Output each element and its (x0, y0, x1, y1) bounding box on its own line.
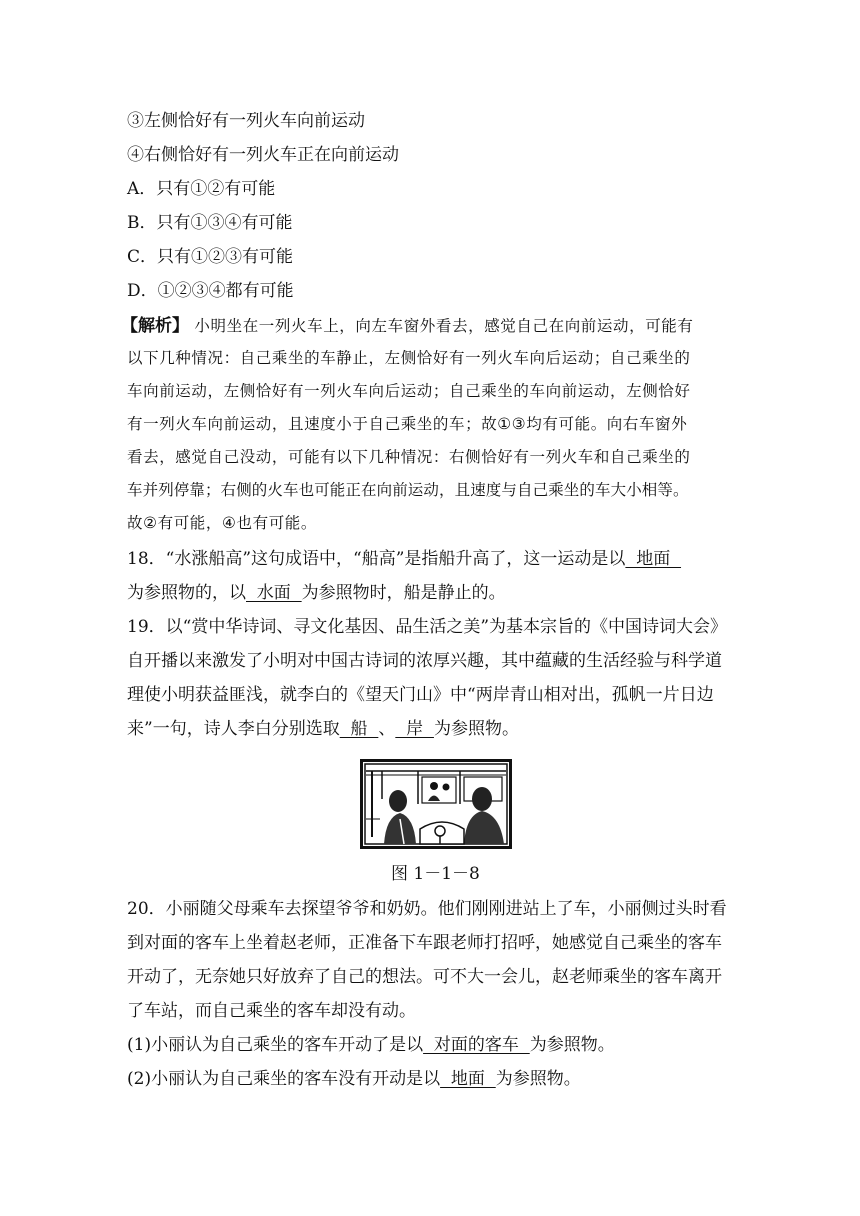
answer-blank: 船 (339, 719, 379, 739)
question-19-line-1: 19．以“赏中华诗词、寻文化基因、品生活之美”为基本宗旨的《中国诗词大会》 (127, 617, 728, 637)
question-19-line-4 (127, 718, 519, 740)
bus-window-illustration (360, 759, 512, 849)
question-20-sub-2 (127, 1068, 581, 1090)
answer-blank: 水面 (246, 583, 302, 603)
analysis-line-1 (121, 315, 694, 337)
question-18-line-2 (127, 582, 506, 604)
question-20-line-4: 了车站，而自己乘坐的客车却没有动。 (127, 1001, 416, 1021)
analysis-line-6: 车并列停靠；右侧的火车也可能正在向前运动，且速度与自己乘坐的车大小相等。 (127, 481, 689, 499)
choice-b: B．只有①③④有可能 (127, 213, 293, 233)
analysis-line-5: 看去，感觉自己没动，可能有以下几种情况：右侧恰好有一列火车和自己乘坐的 (127, 448, 691, 466)
question-19-line-3: 理使小明获益匪浅，就李白的《望天门山》中“两岸青山相对出，孤帆一片日边 (127, 685, 714, 705)
answer-blank: 地面 (440, 1069, 496, 1089)
question-20-text: 为参照物。 (529, 1035, 615, 1055)
question-20-text: (1)小丽认为自己乘坐的客车开动了是以 (127, 1035, 424, 1055)
analysis-tag: 【解析】 (121, 316, 189, 336)
question-18-text: 18．“水涨船高”这句成语中，“船高”是指船升高了，这一运动是以 (127, 549, 626, 569)
choice-c: C．只有①②③有可能 (127, 247, 294, 267)
question-19-text: 来”一句，诗人李白分别选取 (127, 719, 340, 739)
question-20-line-1: 20．小丽随父母乘车去探望爷爷和奶奶。他们刚刚进站上了车，小丽侧过头时看 (127, 899, 727, 919)
question-18-text: 为参照物时，船是静止的。 (301, 583, 506, 603)
question-18-line-1 (127, 548, 681, 570)
answer-blank: 地面 (625, 549, 682, 569)
question-19-line-2: 自开播以来激发了小明对中国古诗词的浓厚兴趣，其中蕴藏的生活经验与科学道 (127, 651, 722, 671)
option-item-4: ④右侧恰好有一列火车正在向前运动 (127, 145, 399, 165)
question-19-text: 为参照物。 (433, 719, 519, 739)
analysis-line-7: 故②有可能，④也有可能。 (127, 514, 317, 532)
question-20-text: (2)小丽认为自己乘坐的客车没有开动是以 (127, 1069, 441, 1089)
analysis-line-4: 有一列火车向前运动，且速度小于自己乘坐的车；故①③均有可能。向右车窗外 (127, 415, 688, 433)
choice-a: A．只有①②有可能 (127, 179, 276, 199)
question-19-text: 、 (378, 719, 396, 739)
analysis-line-2: 以下几种情况：自己乘坐的车静止，左侧恰好有一列火车向后运动；自己乘坐的 (127, 349, 691, 367)
question-20-line-3: 开动了，无奈她只好放弃了自己的想法。可不大一会儿，赵老师乘坐的客车离开 (127, 967, 722, 987)
answer-blank: 对面的客车 (423, 1035, 530, 1055)
question-20-sub-1 (127, 1034, 615, 1056)
option-item-3: ③左侧恰好有一列火车向前运动 (127, 111, 365, 131)
choice-d: D．①②③④都有可能 (127, 281, 294, 301)
question-20-line-2: 到对面的客车上坐着赵老师，正准备下车跟老师打招呼，她感觉自己乘坐的客车 (127, 933, 722, 953)
answer-blank: 岸 (395, 719, 434, 739)
figure-caption: 图 1－1－8 (391, 864, 480, 884)
analysis-text: 小明坐在一列火车上，向左车窗外看去，感觉自己在向前运动，可能有 (194, 317, 694, 335)
question-20-text: 为参照物。 (495, 1069, 581, 1089)
question-18-text: 为参照物的，以 (127, 583, 246, 603)
analysis-line-3: 车向前运动，左侧恰好有一列火车向后运动；自己乘坐的车向前运动，左侧恰好 (127, 382, 691, 400)
